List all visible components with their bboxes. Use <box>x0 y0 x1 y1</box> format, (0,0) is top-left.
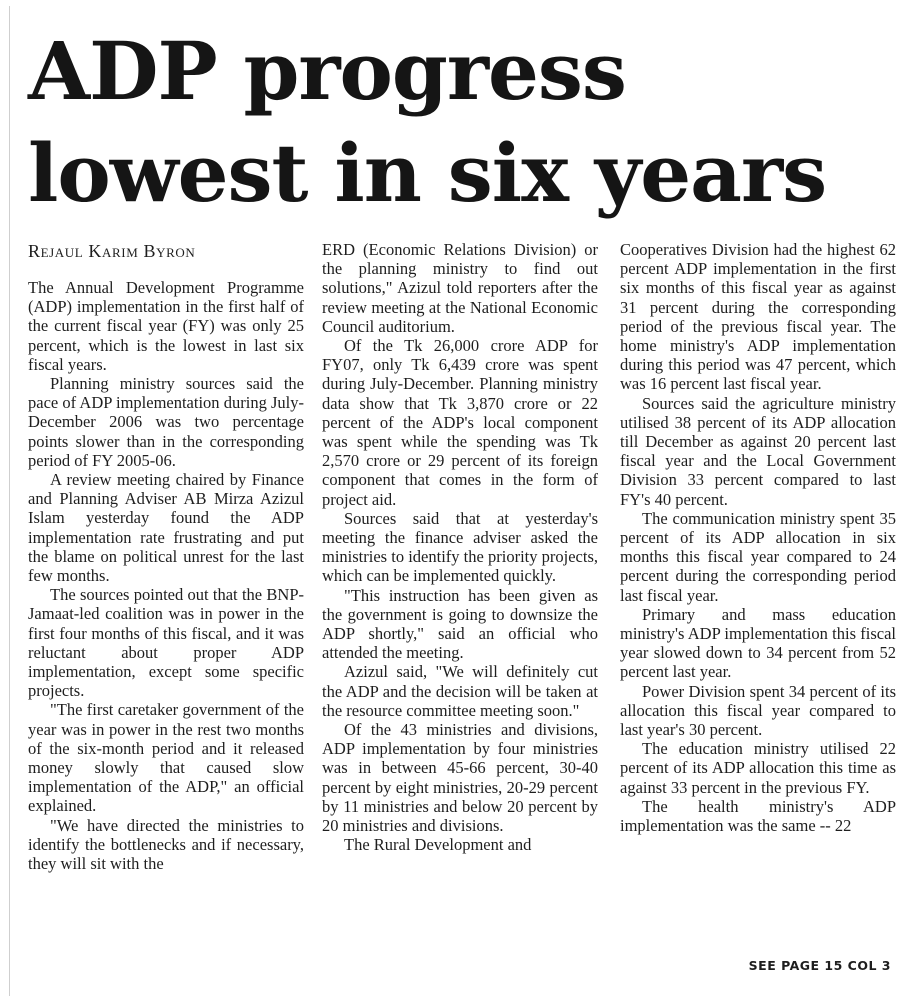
paragraph: Of the Tk 26,000 crore ADP for FY07, only Tk 6,439 crore was spent during July-December. Planning ministry data show that Tk 3,870 crore or 22 percent of the ADP's local component was spent while the spending was Tk 2,570 crore or 29 percent of its foreign component that comes in the form of project aid. <box>322 336 598 509</box>
article-column-3 <box>620 240 896 835</box>
paragraph: The communication ministry spent 35 percent of its ADP allocation in six months this fiscal year compared to 24 percent during the corresponding period last fiscal year. <box>620 508 896 605</box>
article-column-1 <box>28 278 304 873</box>
paragraph: Sources said that at yesterday's meeting the finance adviser asked the ministries to identify the priority projects, which can be implemented quickly. <box>322 508 598 586</box>
paragraph: ERD (Economic Relations Division) or the planning ministry to find out solutions," Azizul told reporters after the review meeting at the National Economic Council auditorium. <box>322 240 598 336</box>
paragraph: Of the 43 ministries and divisions, ADP implementation by four ministries was in between 45-66 percent, 30-40 percent by eight ministries, 20-29 percent by 11 ministries and below 20 percent by 20 ministries and divisions. <box>322 720 598 836</box>
paragraph: Sources said the agriculture ministry utilised 38 percent of its ADP allocation till December as against 20 percent last fiscal year and the Local Government Division 33 percent compared to last FY's 40 percent. <box>620 393 896 509</box>
paragraph: Primary and mass education ministry's ADP implementation this fiscal year slowed down to 34 percent from 52 percent last year. <box>620 604 896 682</box>
paragraph: Cooperatives Division had the highest 62 percent ADP implementation in the first six months of this fiscal year as against 31 percent during the corresponding period of the previous fiscal year. The home ministry's ADP implementation during this period was 47 percent, which was 16 percent last fiscal year. <box>620 240 896 394</box>
paragraph: The education ministry utilised 22 percent of its ADP allocation this time as against 33 percent in the previous FY. <box>620 739 896 797</box>
article-column-2 <box>322 240 598 855</box>
paragraph: The sources pointed out that the BNP-Jamaat-led coalition was in power in the first four months of this fiscal, and it was reluctant about proper ADP implementation, except some specific projects. <box>28 585 304 701</box>
paragraph: The Annual Development Programme (ADP) implementation in the first half of the current fiscal year (FY) was only 25 percent, which is the lowest in last six fiscal years. <box>28 278 304 374</box>
paragraph: The health ministry's ADP implementation was the same -- 22 <box>620 796 896 836</box>
paragraph: The Rural Development and <box>344 835 532 855</box>
paragraph: Azizul said, "We will definitely cut the ADP and the decision will be taken at the resource committee meeting soon." <box>322 662 598 720</box>
paragraph: A review meeting chaired by Finance and Planning Adviser AB Mirza Azizul Islam yesterday found the ADP implementation rate frustrating and put the blame on political unrest for the last few months. <box>28 470 304 586</box>
paragraph: "We have directed the ministries to identify the bottlenecks and if necessary, they will sit with the <box>28 815 304 874</box>
paragraph: "This instruction has been given as the government is going to downsize the ADP shortly," said an official who attended the meeting. <box>322 585 598 663</box>
paragraph: Planning ministry sources said the pace of ADP implementation during July-December 2006 was two percentage points slower than in the corresponding period of FY 2005-06. <box>28 374 304 470</box>
column-rule <box>9 6 10 996</box>
paragraph: "The first caretaker government of the year was in power in the rest two months of the six-month period and it released money slowly that caused slow implementation of the ADP," an official explained. <box>28 700 304 816</box>
paragraph: Power Division spent 34 percent of its allocation this fiscal year compared to last year's 30 percent. <box>620 681 896 740</box>
byline: Rejaul Karim Byron <box>28 241 196 261</box>
headline: ADP progress lowest in six years <box>28 24 827 220</box>
continued-on-page: SEE PAGE 15 COL 3 <box>748 958 891 973</box>
